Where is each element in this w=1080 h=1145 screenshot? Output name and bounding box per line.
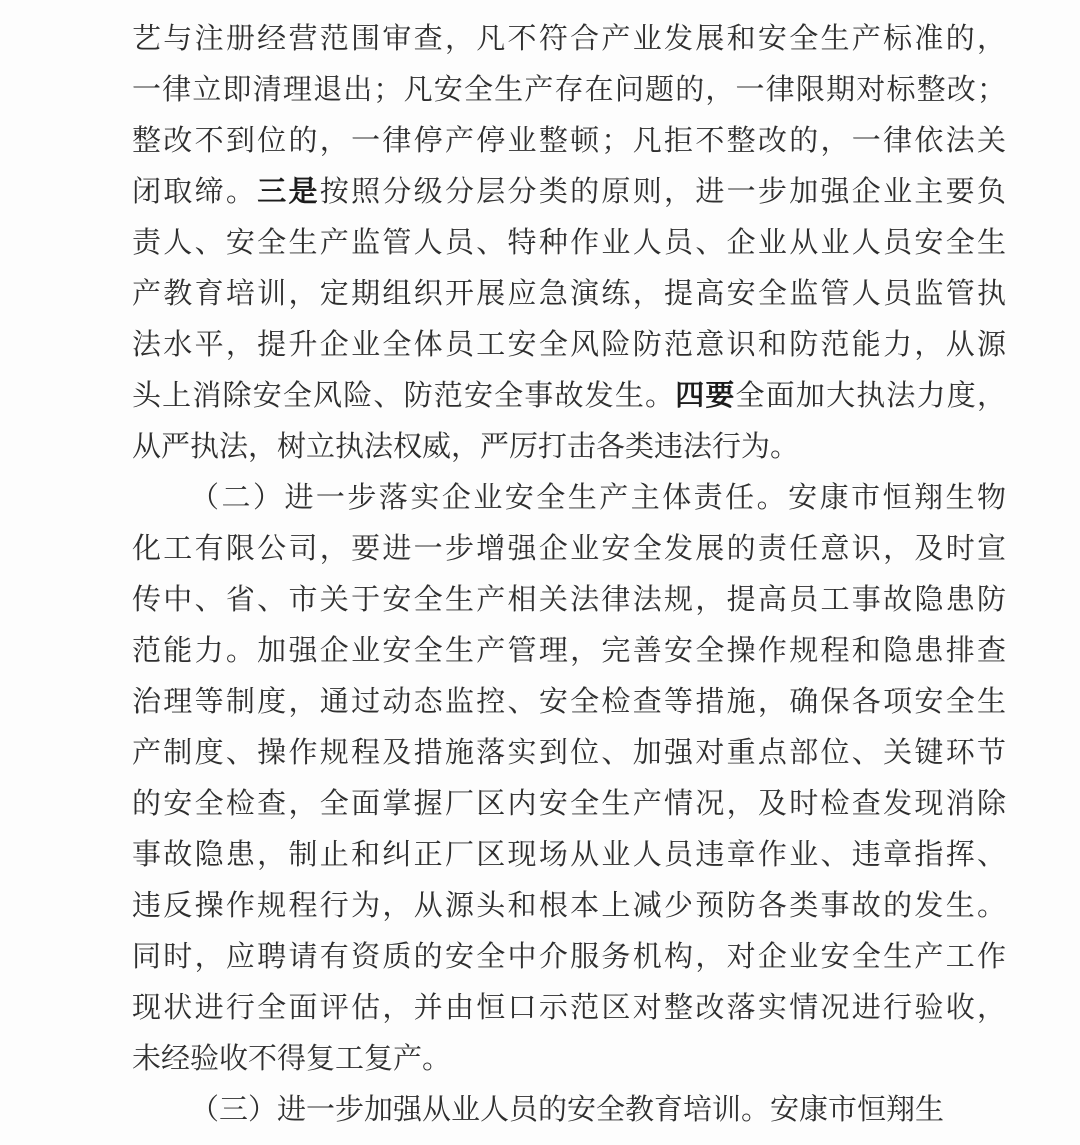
text-segment: 按照分级分层分类的原则，进一步加强企业主要负 [319, 176, 1006, 208]
text-line [132, 983, 1006, 1034]
text-segment: （三）进一步加强从业人员的安全教育培训。安康市恒翔生 [190, 1094, 945, 1126]
text-line [132, 830, 1006, 881]
text-segment: 一律立即清理退出；凡安全生产存在问题的，一律限期对标整改； [132, 74, 1006, 106]
text-segment: 范能力。加强企业安全生产管理，完善安全操作规程和隐患排查 [132, 635, 1006, 667]
text-line [132, 167, 1006, 218]
text-line [132, 422, 1006, 473]
text-line [132, 1034, 1006, 1085]
text-line [132, 218, 1006, 269]
text-line [132, 14, 1006, 65]
text-segment: 现状进行全面评估，并由恒口示范区对整改落实情况进行验收， [132, 992, 1006, 1024]
text-line [132, 677, 1006, 728]
text-line [132, 320, 1006, 371]
text-segment: 法水平，提升企业全体员工安全风险防范意识和防范能力，从源 [132, 329, 1006, 361]
text-line [132, 524, 1006, 575]
text-segment: 头上消除安全风险、防范安全事故发生。 [132, 380, 676, 412]
text-line [132, 371, 1006, 422]
text-segment: 整改不到位的，一律停产停业整顿；凡拒不整改的，一律依法关 [132, 125, 1006, 157]
text-line [132, 116, 1006, 167]
text-line [132, 728, 1006, 779]
text-segment: 治理等制度，通过动态监控、安全检查等措施，确保各项安全生 [132, 686, 1006, 718]
text-line [132, 65, 1006, 116]
text-segment: 责人、安全生产监管人员、特种作业人员、企业从业人员安全生 [132, 227, 1006, 259]
text-segment: 闭取缔。 [132, 176, 258, 208]
bold-text-segment: 四要 [675, 380, 736, 412]
text-line [132, 881, 1006, 932]
text-segment: 产教育培训，定期组织开展应急演练，提高安全监管人员监管执 [132, 278, 1006, 310]
text-segment: 违反操作规程行为，从源头和根本上减少预防各类事故的发生。 [132, 890, 1006, 922]
text-line [132, 779, 1006, 830]
text-segment: 产制度、操作规程及措施落实到位、加强对重点部位、关键环节 [132, 737, 1006, 769]
text-segment: 未经验收不得复工复产。 [132, 1043, 452, 1075]
text-segment: 化工有限公司，要进一步增强企业安全发展的责任意识，及时宣 [132, 533, 1006, 565]
text-line [132, 473, 1006, 524]
text-segment: 的安全检查，全面掌握厂区内安全生产情况，及时检查发现消除 [132, 788, 1006, 820]
text-segment: 同时，应聘请有资质的安全中介服务机构，对企业安全生产工作 [132, 941, 1006, 973]
text-segment: 全面加大执法力度， [735, 380, 1006, 412]
text-line [132, 575, 1006, 626]
text-segment: 传中、省、市关于安全生产相关法律法规，提高员工事故隐患防 [132, 584, 1006, 616]
text-segment: 艺与注册经营范围审查，凡不符合产业发展和安全生产标准的， [132, 23, 1006, 55]
bold-text-segment: 三是 [257, 176, 320, 208]
text-line [132, 1085, 1006, 1136]
text-line [132, 269, 1006, 320]
text-segment: （二）进一步落实企业安全生产主体责任。安康市恒翔生物 [190, 482, 1006, 514]
text-line [132, 626, 1006, 677]
text-segment: 事故隐患，制止和纠正厂区现场从业人员违章作业、违章指挥、 [132, 839, 1006, 871]
text-segment: 从严执法，树立执法权威，严厉打击各类违法行为。 [132, 431, 800, 463]
text-line [132, 932, 1006, 983]
document-body [132, 14, 1006, 1136]
